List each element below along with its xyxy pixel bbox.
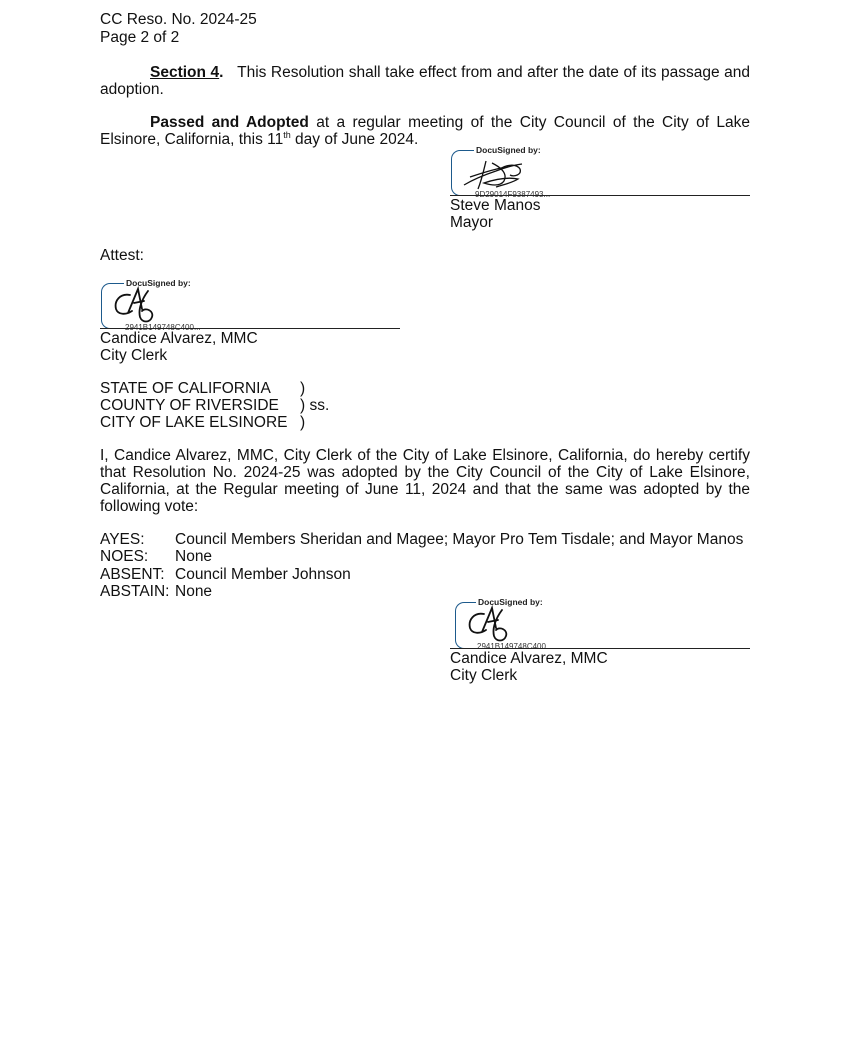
passed-adopted-lead: Passed and Adopted <box>150 114 309 131</box>
section-4-paragraph <box>100 64 750 98</box>
attest-label: Attest: <box>100 247 144 264</box>
vote-value: None <box>175 548 213 565</box>
signer-title: City Clerk <box>450 667 518 684</box>
envelope-id: 2941B149748C400... <box>125 323 201 332</box>
section-4-text: This Resolution shall take effect from and after the date of its passage and adoption. <box>100 64 750 98</box>
envelope-id: 9D29014F9387493... <box>475 190 551 199</box>
signer-title: Mayor <box>450 214 494 231</box>
signer-name: Steve Manos <box>450 197 541 214</box>
signature-line <box>100 328 400 329</box>
signature-line <box>450 648 750 649</box>
docusigned-by-label: DocuSigned by: <box>476 145 541 155</box>
venue-state: STATE OF CALIFORNIA <box>100 380 271 397</box>
signer-title: City Clerk <box>100 347 168 364</box>
vote-label: AYES: <box>100 531 145 548</box>
docusigned-by-label: DocuSigned by: <box>126 278 191 288</box>
passed-adopted-paragraph <box>100 114 750 148</box>
signer-name: Candice Alvarez, MMC <box>450 650 608 667</box>
mayor-signature-icon <box>456 155 536 195</box>
passed-adopted-text: at a regular meeting of the City Council of the City of Lake Elsinore, California, this 11 <box>100 114 750 148</box>
venue-city: CITY OF LAKE ELSINORE <box>100 414 288 431</box>
vote-value: Council Member Johnson <box>175 566 351 583</box>
section-4-heading-period: . <box>219 64 224 81</box>
venue-bracket: ) <box>300 380 306 397</box>
signature-line <box>450 195 750 196</box>
passed-adopted-date-text: day of June 2024. <box>290 131 419 148</box>
resolution-number: CC Reso. No. 2024-25 <box>100 11 257 28</box>
vote-value: None <box>175 583 213 600</box>
vote-label: NOES: <box>100 548 149 565</box>
page-number: Page 2 of 2 <box>100 29 180 46</box>
certification-paragraph: I, Candice Alvarez, MMC, City Clerk of the City of Lake Elsinore, California, do hereby certify that Resolution No. 2024-25 was adopted by the City Council of the City of Lake Elsinore, California, at the Regular meeting of June 11, 2024 and that the same was adopted by the following vote: <box>100 447 750 515</box>
vote-label: ABSENT: <box>100 566 165 583</box>
vote-label: ABSTAIN: <box>100 583 170 600</box>
venue-county: COUNTY OF RIVERSIDE <box>100 397 279 414</box>
docusigned-by-label: DocuSigned by: <box>478 597 543 607</box>
vote-value: Council Members Sheridan and Magee; Mayor Pro Tem Tisdale; and Mayor Manos <box>175 531 744 548</box>
venue-bracket-ss: ) ss. <box>300 397 330 414</box>
envelope-id: 2941B149748C400... <box>477 642 553 651</box>
ordinal-suffix: th <box>283 129 291 140</box>
venue-bracket: ) <box>300 414 306 431</box>
section-4-heading: Section 4 <box>150 64 220 81</box>
signer-name: Candice Alvarez, MMC <box>100 330 258 347</box>
